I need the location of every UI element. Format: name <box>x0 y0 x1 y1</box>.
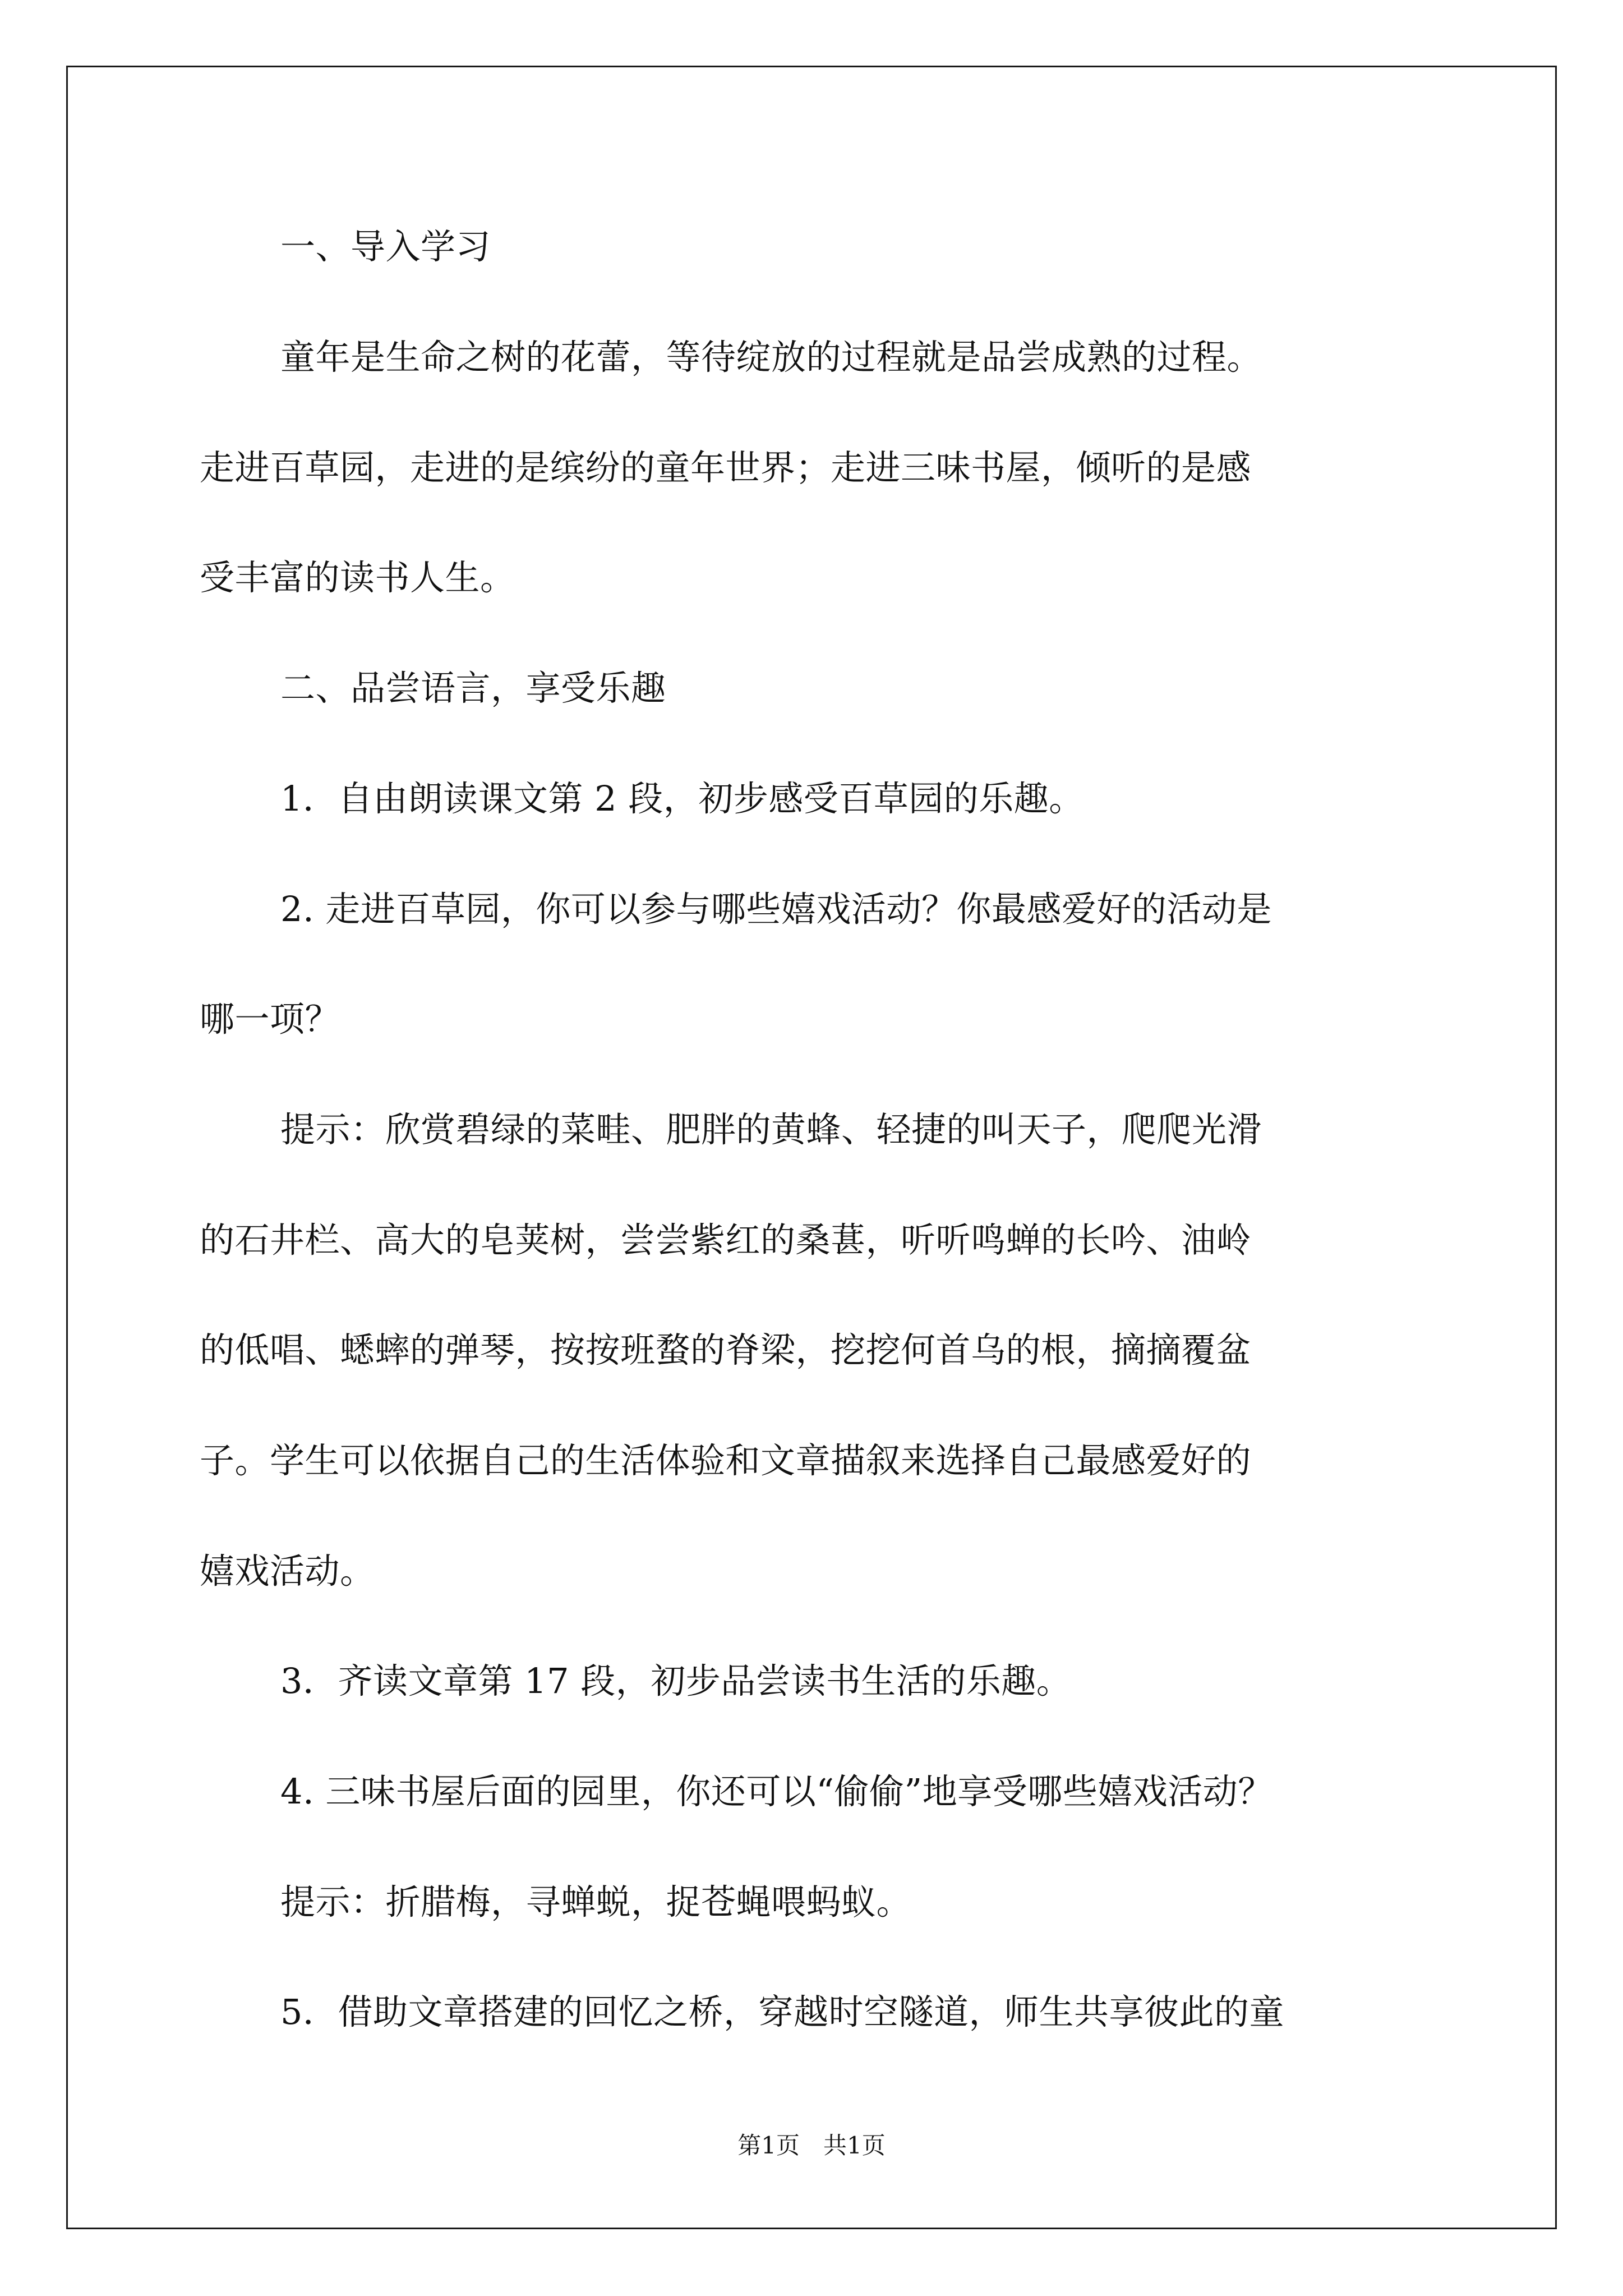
paragraph-line: 的低唱、蟋蟀的弹琴，按按班蝥的脊梁，挖挖何首乌的根，摘摘覆盆 <box>200 1329 1252 1370</box>
section-heading-language: 二、品尝语言，享受乐趣 <box>280 668 666 708</box>
paragraph-line: 子。学生可以依据自己的生活体验和文章描叙来选择自己最感爱好的 <box>200 1440 1252 1481</box>
paragraph-line: 的石井栏、高大的皂荚树，尝尝紫红的桑葚，听听鸣蝉的长吟、油岭 <box>200 1220 1252 1260</box>
list-item-4: 4. 三味书屋后面的园里，你还可以“偷偷”地享受哪些嬉戏活动？ <box>280 1771 1273 1812</box>
paragraph-line: 哪一项？ <box>200 999 340 1039</box>
hint-line: 提示：欣赏碧绿的菜畦、肥胖的黄蜂、轻捷的叫天子，爬爬光滑 <box>280 1109 1262 1150</box>
paragraph-line: 受丰富的读书人生。 <box>200 557 515 598</box>
page-number-footer: 第1页 共1页 <box>737 2132 886 2159</box>
section-heading-intro: 一、导入学习 <box>280 226 491 267</box>
paragraph-line: 童年是生命之树的花蕾，等待绽放的过程就是品尝成熟的过程。 <box>280 337 1262 378</box>
list-item-3: 3．齐读文章第 17 段，初步品尝读书生活的乐趣。 <box>280 1660 1072 1701</box>
list-item-5: 5．借助文章搭建的回忆之桥，穿越时空隧道，师生共享彼此的童 <box>280 1991 1284 2032</box>
list-item-2: 2. 走进百草园，你可以参与哪些嬉戏活动？你最感爱好的活动是 <box>280 889 1272 930</box>
paragraph-line: 走进百草园，走进的是缤纷的童年世界；走进三味书屋，倾听的是感 <box>200 447 1252 488</box>
list-item-1: 1．自由朗读课文第 2 段，初步感受百草园的乐趣。 <box>280 778 1084 819</box>
paragraph-line: 嬉戏活动。 <box>200 1550 375 1591</box>
hint-line: 提示：折腊梅，寻蝉蜕，捉苍蝇喂蚂蚁。 <box>280 1881 912 1922</box>
